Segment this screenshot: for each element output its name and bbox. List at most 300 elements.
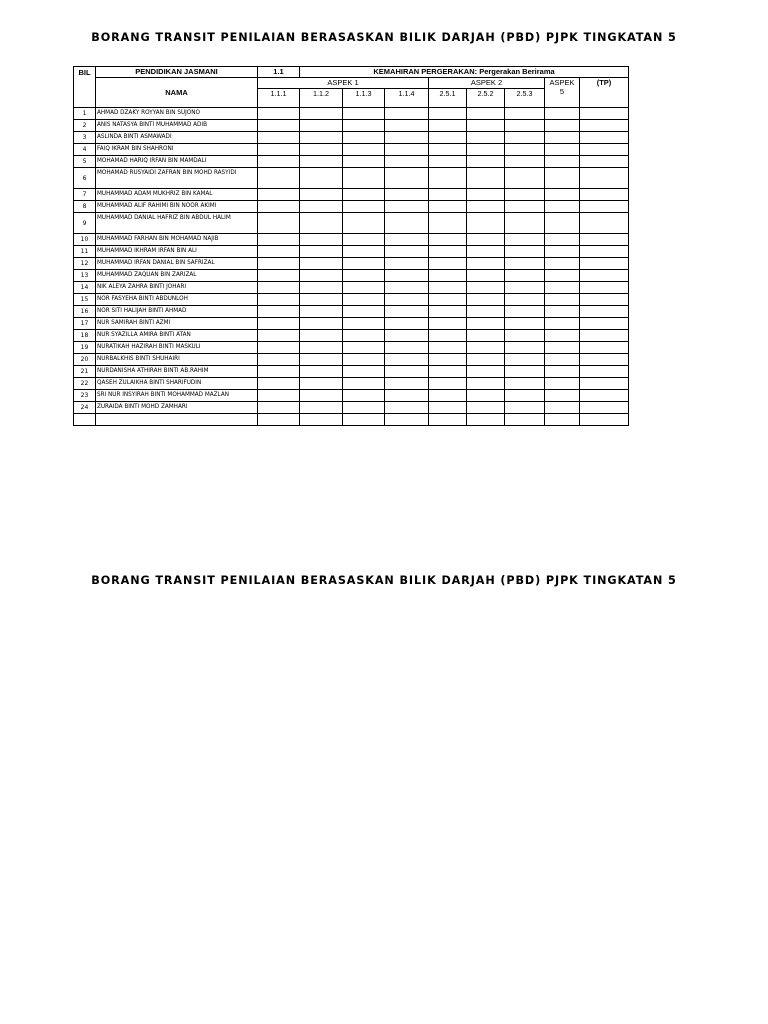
score-cell[interactable]	[467, 258, 505, 270]
score-cell[interactable]	[545, 234, 580, 246]
score-cell[interactable]	[258, 270, 300, 282]
score-cell[interactable]	[385, 294, 429, 306]
score-cell[interactable]	[545, 366, 580, 378]
score-cell[interactable]	[580, 354, 629, 366]
score-cell[interactable]	[258, 366, 300, 378]
score-cell[interactable]	[258, 258, 300, 270]
score-cell[interactable]	[545, 354, 580, 366]
score-cell[interactable]	[429, 108, 467, 120]
score-cell[interactable]	[300, 189, 343, 201]
table-row	[74, 402, 629, 414]
score-cell[interactable]	[258, 201, 300, 213]
row-number: 15	[74, 294, 96, 306]
score-cell[interactable]	[580, 294, 629, 306]
student-name: NUR SAMIRAH BINTI AZMI	[96, 318, 258, 330]
score-cell[interactable]	[545, 213, 580, 234]
header-code: 1.1.3	[343, 89, 385, 108]
score-cell[interactable]	[258, 378, 300, 390]
student-name: MOHAMAD RUSYAIDI ZAFRAN BIN MOHD RASYIDI	[96, 168, 258, 189]
score-cell[interactable]	[258, 330, 300, 342]
score-cell[interactable]	[300, 342, 343, 354]
table-row	[74, 354, 629, 366]
row-number: 21	[74, 366, 96, 378]
score-cell[interactable]	[505, 378, 545, 390]
score-cell[interactable]	[300, 390, 343, 402]
score-cell[interactable]	[580, 108, 629, 120]
student-name: NIK ALEYA ZAHRA BINTI JOHARI	[96, 282, 258, 294]
score-cell[interactable]	[385, 132, 429, 144]
score-cell[interactable]	[545, 132, 580, 144]
score-cell[interactable]	[505, 318, 545, 330]
score-cell[interactable]	[300, 108, 343, 120]
score-cell[interactable]	[580, 342, 629, 354]
row-number: 23	[74, 390, 96, 402]
score-cell[interactable]	[467, 108, 505, 120]
score-cell[interactable]	[300, 201, 343, 213]
score-cell[interactable]	[429, 189, 467, 201]
score-cell[interactable]	[385, 270, 429, 282]
score-cell[interactable]	[343, 414, 385, 426]
student-name: FAIQ IKRAM BIN SHAHRONI	[96, 144, 258, 156]
score-cell[interactable]	[258, 402, 300, 414]
score-cell[interactable]	[385, 189, 429, 201]
student-rows	[74, 108, 629, 426]
score-cell[interactable]	[300, 414, 343, 426]
score-cell[interactable]	[429, 270, 467, 282]
score-cell[interactable]	[429, 213, 467, 234]
score-cell[interactable]	[343, 306, 385, 318]
score-cell[interactable]	[580, 414, 629, 426]
score-cell[interactable]	[343, 270, 385, 282]
score-cell[interactable]	[258, 120, 300, 132]
row-number: 3	[74, 132, 96, 144]
score-cell[interactable]	[505, 168, 545, 189]
student-name: MUHAMMAD IRFAN DANIAL BIN SAFRIZAL	[96, 258, 258, 270]
score-cell[interactable]	[429, 258, 467, 270]
score-cell[interactable]	[467, 201, 505, 213]
score-cell[interactable]	[343, 189, 385, 201]
student-name: MOHAMAD HARIQ IRFAN BIN MAMDALI	[96, 156, 258, 168]
score-cell[interactable]	[343, 378, 385, 390]
score-cell[interactable]	[580, 282, 629, 294]
table-row	[74, 144, 629, 156]
score-cell[interactable]	[429, 366, 467, 378]
score-cell[interactable]	[580, 144, 629, 156]
score-cell[interactable]	[580, 246, 629, 258]
score-cell[interactable]	[385, 402, 429, 414]
score-cell[interactable]	[385, 342, 429, 354]
score-cell[interactable]	[385, 306, 429, 318]
score-cell[interactable]	[343, 318, 385, 330]
header-code: 2.5.3	[505, 89, 545, 108]
score-cell[interactable]	[343, 366, 385, 378]
score-cell[interactable]	[385, 156, 429, 168]
score-cell[interactable]	[545, 414, 580, 426]
row-number: 13	[74, 270, 96, 282]
empty-row	[74, 414, 629, 426]
student-name: MUHAMMAD ADAM MUKHRIZ BIN KAMAL	[96, 189, 258, 201]
header-code: 1.1.2	[300, 89, 343, 108]
score-cell[interactable]	[545, 318, 580, 330]
score-cell[interactable]	[258, 132, 300, 144]
row-number: 20	[74, 354, 96, 366]
score-cell[interactable]	[505, 246, 545, 258]
score-cell[interactable]	[429, 234, 467, 246]
score-cell[interactable]	[467, 378, 505, 390]
score-cell[interactable]	[300, 258, 343, 270]
score-cell[interactable]	[258, 234, 300, 246]
score-cell[interactable]	[545, 144, 580, 156]
row-number: 18	[74, 330, 96, 342]
score-cell[interactable]	[505, 120, 545, 132]
score-cell[interactable]	[429, 201, 467, 213]
score-cell[interactable]	[343, 294, 385, 306]
row-number: 2	[74, 120, 96, 132]
score-cell[interactable]	[429, 132, 467, 144]
score-cell[interactable]	[467, 414, 505, 426]
header-tp: (TP)	[580, 78, 629, 108]
row-number: 16	[74, 306, 96, 318]
table-row	[74, 258, 629, 270]
score-cell[interactable]	[343, 213, 385, 234]
score-cell[interactable]	[580, 258, 629, 270]
score-cell[interactable]	[580, 270, 629, 282]
score-cell[interactable]	[467, 270, 505, 282]
score-cell[interactable]	[505, 156, 545, 168]
table-row	[74, 213, 629, 234]
score-cell[interactable]	[343, 168, 385, 189]
table-row	[74, 189, 629, 201]
score-cell[interactable]	[429, 120, 467, 132]
score-cell[interactable]	[429, 168, 467, 189]
score-cell[interactable]	[545, 189, 580, 201]
score-cell[interactable]	[343, 330, 385, 342]
student-name: AHMAD DZAKY ROYYAN BIN SUJONO	[96, 108, 258, 120]
row-number: 11	[74, 246, 96, 258]
score-cell[interactable]	[505, 144, 545, 156]
score-cell[interactable]	[429, 402, 467, 414]
header-code: 2.5.1	[429, 89, 467, 108]
header-section-title: KEMAHIRAN PERGERAKAN: Pergerakan Berirama	[300, 67, 629, 78]
score-cell[interactable]	[258, 390, 300, 402]
table-row	[74, 294, 629, 306]
table-row	[74, 168, 629, 189]
row-number: 14	[74, 282, 96, 294]
score-cell[interactable]	[467, 132, 505, 144]
score-cell[interactable]	[467, 168, 505, 189]
row-number: 5	[74, 156, 96, 168]
score-cell[interactable]	[300, 318, 343, 330]
student-name: NURATIKAH HAZIRAH BINTI MASKULI	[96, 342, 258, 354]
score-cell[interactable]	[258, 108, 300, 120]
score-cell[interactable]	[300, 144, 343, 156]
score-cell[interactable]	[300, 378, 343, 390]
score-cell[interactable]	[505, 390, 545, 402]
score-cell[interactable]	[300, 168, 343, 189]
score-cell[interactable]	[258, 144, 300, 156]
score-cell[interactable]	[300, 120, 343, 132]
score-cell[interactable]	[580, 402, 629, 414]
score-cell[interactable]	[385, 390, 429, 402]
score-cell[interactable]	[343, 108, 385, 120]
score-cell[interactable]	[580, 120, 629, 132]
header-subject: PENDIDIKAN JASMANI	[96, 67, 258, 78]
score-cell[interactable]	[258, 246, 300, 258]
score-cell[interactable]	[467, 294, 505, 306]
score-cell[interactable]	[343, 402, 385, 414]
score-cell[interactable]	[505, 258, 545, 270]
score-cell[interactable]	[505, 189, 545, 201]
score-cell[interactable]	[385, 168, 429, 189]
score-cell[interactable]	[580, 318, 629, 330]
header-code: 1.1.1	[258, 89, 300, 108]
header-nama: NAMA	[96, 78, 258, 108]
student-name: NOR FASYEHA BINTI ABDUNLOH	[96, 294, 258, 306]
score-cell[interactable]	[385, 234, 429, 246]
student-name: ZURAIDA BINTI MOHD ZAMHARI	[96, 402, 258, 414]
row-number: 24	[74, 402, 96, 414]
score-cell[interactable]	[505, 132, 545, 144]
score-cell[interactable]	[467, 330, 505, 342]
score-cell[interactable]	[300, 246, 343, 258]
score-cell[interactable]	[343, 156, 385, 168]
table-row	[74, 390, 629, 402]
empty-cell	[74, 414, 96, 426]
score-cell[interactable]	[545, 168, 580, 189]
student-name: MUHAMMAD IKHRAM IRFAN BIN ALI	[96, 246, 258, 258]
score-cell[interactable]	[343, 282, 385, 294]
score-cell[interactable]	[385, 108, 429, 120]
score-cell[interactable]	[385, 201, 429, 213]
score-cell[interactable]	[300, 294, 343, 306]
score-cell[interactable]	[343, 144, 385, 156]
header-aspek-1: ASPEK 1	[258, 78, 429, 89]
score-cell[interactable]	[429, 306, 467, 318]
score-cell[interactable]	[505, 234, 545, 246]
score-cell[interactable]	[505, 294, 545, 306]
score-cell[interactable]	[343, 234, 385, 246]
score-cell[interactable]	[467, 366, 505, 378]
score-cell[interactable]	[258, 294, 300, 306]
score-cell[interactable]	[343, 201, 385, 213]
score-cell[interactable]	[343, 258, 385, 270]
score-cell[interactable]	[258, 318, 300, 330]
score-cell[interactable]	[429, 414, 467, 426]
score-cell[interactable]	[343, 246, 385, 258]
score-cell[interactable]	[545, 201, 580, 213]
score-cell[interactable]	[580, 168, 629, 189]
score-cell[interactable]	[258, 168, 300, 189]
score-cell[interactable]	[343, 132, 385, 144]
header-aspek-2: ASPEK 2	[429, 78, 545, 89]
score-cell[interactable]	[258, 354, 300, 366]
table-row	[74, 132, 629, 144]
student-name: QASEH ZULAIKHA BINTI SHARIFUDIN	[96, 378, 258, 390]
score-cell[interactable]	[385, 354, 429, 366]
score-cell[interactable]	[505, 414, 545, 426]
score-cell[interactable]	[385, 378, 429, 390]
score-cell[interactable]	[545, 120, 580, 132]
score-cell[interactable]	[258, 342, 300, 354]
score-cell[interactable]	[385, 414, 429, 426]
score-cell[interactable]	[467, 318, 505, 330]
student-name: NURDANISHA ATHIRAH BINTI AB.RAHIM	[96, 366, 258, 378]
score-cell[interactable]	[545, 330, 580, 342]
score-cell[interactable]	[545, 258, 580, 270]
score-cell[interactable]	[505, 366, 545, 378]
score-cell[interactable]	[300, 330, 343, 342]
score-cell[interactable]	[385, 120, 429, 132]
score-cell[interactable]	[467, 120, 505, 132]
score-cell[interactable]	[300, 213, 343, 234]
score-cell[interactable]	[545, 342, 580, 354]
score-cell[interactable]	[429, 144, 467, 156]
score-cell[interactable]	[300, 402, 343, 414]
score-cell[interactable]	[429, 330, 467, 342]
score-cell[interactable]	[545, 156, 580, 168]
score-cell[interactable]	[467, 234, 505, 246]
score-cell[interactable]	[300, 156, 343, 168]
page-title: BORANG TRANSIT PENILAIAN BERASASKAN BILIK DARJAH (PBD) PJPK TINGKATAN 5	[91, 31, 677, 44]
score-cell[interactable]	[385, 246, 429, 258]
score-cell[interactable]	[300, 132, 343, 144]
score-cell[interactable]	[300, 366, 343, 378]
score-cell[interactable]	[580, 306, 629, 318]
score-cell[interactable]	[545, 108, 580, 120]
score-cell[interactable]	[505, 354, 545, 366]
score-cell[interactable]	[467, 144, 505, 156]
score-cell[interactable]	[343, 354, 385, 366]
score-cell[interactable]	[343, 390, 385, 402]
score-cell[interactable]	[580, 201, 629, 213]
score-cell[interactable]	[545, 306, 580, 318]
score-cell[interactable]	[505, 306, 545, 318]
student-name: NURBALKHIS BINTI SHUHAIRI	[96, 354, 258, 366]
score-cell[interactable]	[545, 378, 580, 390]
table-row	[74, 270, 629, 282]
student-name: MUHAMMAD FARHAN BIN MOHAMAD NAJIB	[96, 234, 258, 246]
score-cell[interactable]	[258, 282, 300, 294]
score-cell[interactable]	[505, 213, 545, 234]
student-name: ANIS NATASYA BINTI MUHAMMAD ADIB	[96, 120, 258, 132]
table-row	[74, 234, 629, 246]
score-cell[interactable]	[467, 390, 505, 402]
score-cell[interactable]	[429, 282, 467, 294]
score-cell[interactable]	[580, 234, 629, 246]
score-cell[interactable]	[343, 342, 385, 354]
score-cell[interactable]	[467, 282, 505, 294]
score-cell[interactable]	[505, 108, 545, 120]
student-name: ASLINDA BINTI ASMAWADI	[96, 132, 258, 144]
row-number: 19	[74, 342, 96, 354]
score-cell[interactable]	[385, 144, 429, 156]
table-row	[74, 330, 629, 342]
score-cell[interactable]	[467, 354, 505, 366]
score-cell[interactable]	[545, 402, 580, 414]
score-cell[interactable]	[300, 270, 343, 282]
header-code: 2.5.2	[467, 89, 505, 108]
score-cell[interactable]	[467, 306, 505, 318]
score-cell[interactable]	[580, 366, 629, 378]
student-name: SRI NUR INSYIRAH BINTI MOHAMMAD MAZLAN	[96, 390, 258, 402]
score-cell[interactable]	[580, 390, 629, 402]
table-row	[74, 378, 629, 390]
score-cell[interactable]	[429, 342, 467, 354]
score-cell[interactable]	[300, 354, 343, 366]
score-cell[interactable]	[258, 306, 300, 318]
score-cell[interactable]	[429, 390, 467, 402]
score-cell[interactable]	[385, 258, 429, 270]
score-cell[interactable]	[580, 189, 629, 201]
assessment-table	[73, 66, 629, 426]
score-cell[interactable]	[258, 156, 300, 168]
score-cell[interactable]	[429, 354, 467, 366]
score-cell[interactable]	[385, 318, 429, 330]
score-cell[interactable]	[505, 270, 545, 282]
score-cell[interactable]	[429, 156, 467, 168]
score-cell[interactable]	[545, 390, 580, 402]
score-cell[interactable]	[467, 156, 505, 168]
score-cell[interactable]	[385, 213, 429, 234]
score-cell[interactable]	[545, 282, 580, 294]
score-cell[interactable]	[467, 213, 505, 234]
score-cell[interactable]	[258, 189, 300, 201]
row-number: 1	[74, 108, 96, 120]
score-cell[interactable]	[300, 234, 343, 246]
score-cell[interactable]	[429, 378, 467, 390]
score-cell[interactable]	[505, 402, 545, 414]
score-cell[interactable]	[467, 189, 505, 201]
score-cell[interactable]	[467, 342, 505, 354]
score-cell[interactable]	[545, 270, 580, 282]
table-row	[74, 120, 629, 132]
score-cell[interactable]	[505, 201, 545, 213]
score-cell[interactable]	[580, 330, 629, 342]
score-cell[interactable]	[300, 306, 343, 318]
student-name: MUHAMMAD ZAQUAN BIN ZARIZAL	[96, 270, 258, 282]
score-cell[interactable]	[545, 294, 580, 306]
row-number: 10	[74, 234, 96, 246]
table-row	[74, 306, 629, 318]
score-cell[interactable]	[467, 246, 505, 258]
score-cell[interactable]	[545, 246, 580, 258]
row-number: 12	[74, 258, 96, 270]
score-cell[interactable]	[580, 378, 629, 390]
score-cell[interactable]	[300, 282, 343, 294]
score-cell[interactable]	[429, 318, 467, 330]
row-number: 7	[74, 189, 96, 201]
score-cell[interactable]	[580, 156, 629, 168]
score-cell[interactable]	[385, 366, 429, 378]
score-cell[interactable]	[429, 294, 467, 306]
score-cell[interactable]	[580, 213, 629, 234]
score-cell[interactable]	[505, 330, 545, 342]
score-cell[interactable]	[258, 414, 300, 426]
header-aspek-5: ASPEK 5	[545, 78, 580, 108]
header-code: 1.1.4	[385, 89, 429, 108]
score-cell[interactable]	[429, 246, 467, 258]
score-cell[interactable]	[258, 213, 300, 234]
score-cell[interactable]	[385, 282, 429, 294]
score-cell[interactable]	[343, 120, 385, 132]
score-cell[interactable]	[580, 132, 629, 144]
score-cell[interactable]	[505, 282, 545, 294]
score-cell[interactable]	[505, 342, 545, 354]
header-section-code: 1.1	[258, 67, 300, 78]
score-cell[interactable]	[385, 330, 429, 342]
score-cell[interactable]	[467, 402, 505, 414]
student-name: MUHAMMAD DANIAL HAFRIZ BIN ABDUL HALIM	[96, 213, 258, 234]
